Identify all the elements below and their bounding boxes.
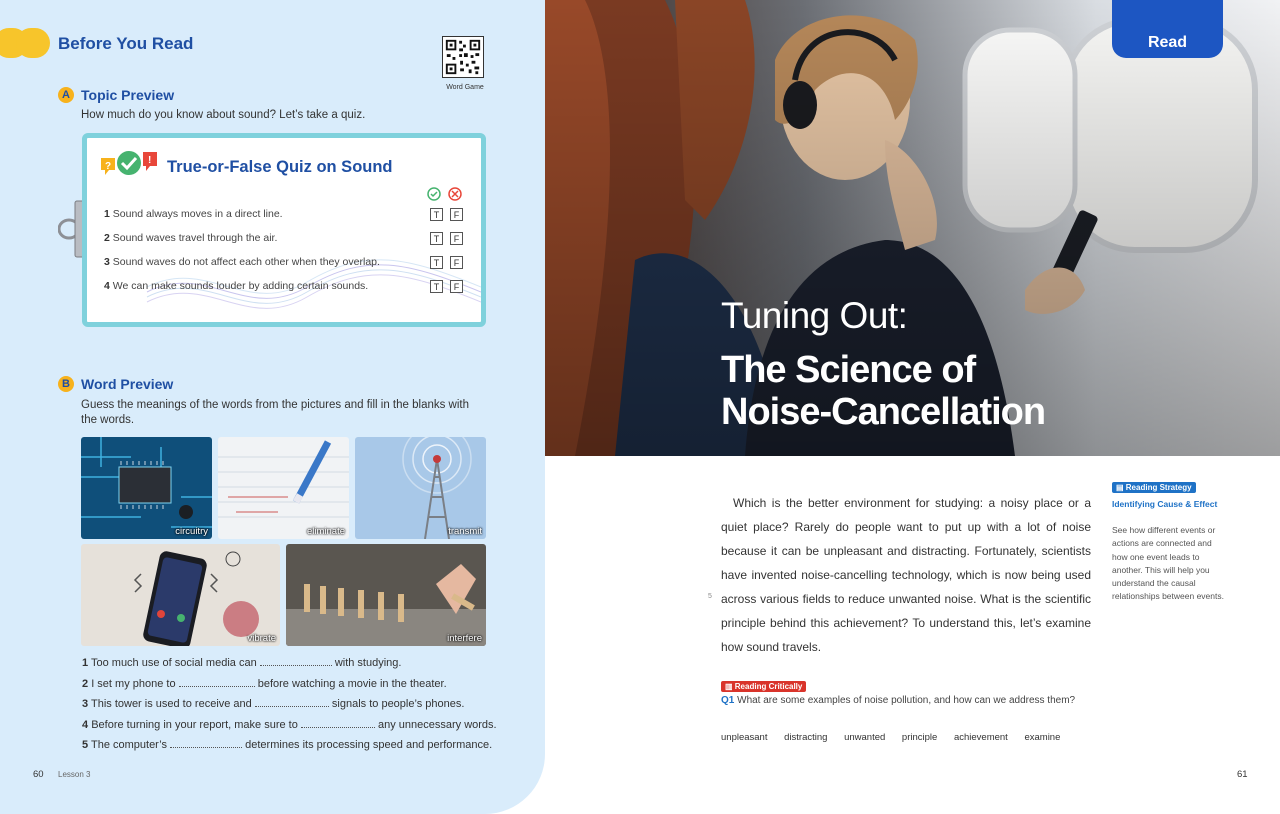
false-box[interactable]: F (450, 256, 463, 269)
picture-interfere (286, 544, 486, 646)
true-box[interactable]: T (430, 256, 443, 269)
answer-blank[interactable] (170, 738, 242, 748)
page-number: 60 (33, 769, 44, 780)
article-paragraph: Which is the better environment for studying: a noisy place or a quiet place? Rarely do people want to put up with a lot of noise because it can be unpleasant and distracting. Fortunately, scientists have invented noise-cancelling technology, which is now being used across various fields to reduce unwanted noise. What is the scientific principle behind this achievement? To understand this, let’s examine how sound travels. (721, 496, 1091, 654)
answer-blank[interactable] (179, 677, 255, 687)
critical-question (721, 695, 1075, 706)
article-title-line2: The Science of (721, 349, 976, 391)
true-false-icons (427, 186, 467, 202)
picture-label: eliminate (306, 526, 345, 537)
pen-crossing-out-image (218, 437, 349, 539)
fill-sentence: 3 This tower is used to receive and signals to people’s phones. (82, 698, 465, 710)
true-box[interactable]: T (430, 232, 443, 245)
quiz-question-text: Sound waves do not affect each other when they overlap. (112, 256, 380, 268)
page-number: 61 (1237, 769, 1248, 780)
reading-critically-badge: ▥ Reading Critically (721, 681, 806, 692)
fill-sentence: 5 The computer’s determines its processing speed and performance. (82, 739, 493, 751)
dominoes-image (286, 544, 486, 646)
vocab-word: unwanted (844, 732, 886, 743)
section-title: Before You Read (58, 34, 194, 53)
svg-text:?: ? (105, 161, 112, 172)
reading-strategy-badge: ▤ Reading Strategy (1112, 482, 1196, 493)
picture-label: interfere (447, 633, 482, 644)
word-preview-instruction: Guess the meanings of the words from the pictures and fill in the blanks with the words. (81, 399, 470, 426)
picture-eliminate (218, 437, 349, 539)
false-box[interactable]: F (450, 208, 463, 221)
read-tab[interactable]: Read (1112, 0, 1223, 58)
picture-circuitry (81, 437, 212, 539)
decor-dot (16, 28, 50, 58)
answer-blank[interactable] (255, 697, 329, 707)
true-box[interactable]: T (430, 280, 443, 293)
line-number: 5 (708, 593, 712, 600)
quiz-question-text: We can make sounds louder by adding certain sounds. (112, 280, 369, 292)
reading-strategy-title: Identifying Cause & Effect (1112, 499, 1218, 509)
article-title-line3: Noise-Cancellation (721, 391, 1046, 433)
quiz-question-text: Sound waves travel through the air. (112, 232, 278, 244)
vocab-word: examine (1024, 732, 1061, 743)
vocab-word: distracting (784, 732, 828, 743)
fill-sentence: 4 Before turning in your report, make sure to any unnecessary words. (82, 719, 497, 731)
fill-sentence: 1 Too much use of social media can with studying. (82, 657, 402, 669)
svg-text:!: ! (148, 155, 152, 166)
fill-sentence: 2 I set my phone to before watching a movie in the theater. (82, 678, 447, 690)
vocab-list (721, 732, 1074, 743)
article-title (721, 349, 1045, 433)
section-b-badge: B (58, 376, 74, 392)
answer-blank[interactable] (301, 718, 375, 728)
vocab-word: principle (901, 732, 938, 743)
picture-label: circuitry (175, 526, 208, 537)
vocab-word: unpleasant (721, 732, 768, 743)
topic-preview-title: Topic Preview (81, 87, 175, 103)
answer-blank[interactable] (260, 656, 332, 666)
vocab-word: achievement (953, 732, 1008, 743)
false-box[interactable]: F (450, 280, 463, 293)
quiz-question: 1 Sound always moves in a direct line. T F (104, 208, 474, 224)
quiz-question: 2 Sound waves travel through the air. T F (104, 232, 474, 248)
picture-vibrate (81, 544, 280, 646)
open-book-icon: ▥ (725, 682, 735, 691)
vibrating-phone-image (81, 544, 280, 646)
question-text: What are some examples of noise pollution, and how can we address them? (737, 695, 1076, 706)
picture-label: transmit (448, 526, 482, 537)
article-title-line1: Tuning Out: (721, 295, 908, 336)
article-body (721, 491, 1091, 659)
quiz-question-text: Sound always moves in a direct line. (112, 208, 283, 220)
picture-transmit (355, 437, 486, 539)
question-label: Q1 (721, 695, 735, 706)
quiz-title: True-or-False Quiz on Sound (167, 158, 393, 176)
left-page (0, 0, 545, 814)
quiz-card (82, 133, 486, 327)
book-icon: ▤ (1116, 483, 1126, 492)
true-box[interactable]: T (430, 208, 443, 221)
reading-strategy-text: See how different events or actions are connected and how one event leads to another. This will help you understand the causal relationships between events. (1112, 525, 1224, 602)
quiz-question: 3 Sound waves do not affect each other when they overlap. T F (104, 256, 474, 272)
false-box[interactable]: F (450, 232, 463, 245)
word-preview-title: Word Preview (81, 376, 174, 392)
section-a-badge: A (58, 87, 74, 103)
qr-code-icon[interactable] (442, 36, 484, 78)
quiz-question: 4 We can make sounds louder by adding certain sounds. T F (104, 280, 474, 296)
circuit-board-image (81, 437, 212, 539)
radio-tower-image (355, 437, 486, 539)
quiz-check-icon (99, 148, 161, 184)
picture-label: vibrate (247, 633, 276, 644)
topic-preview-instruction: How much do you know about sound? Let’s take a quiz. (81, 109, 366, 121)
lesson-label: Lesson 3 (58, 770, 91, 779)
qr-label: Word Game (446, 84, 484, 91)
